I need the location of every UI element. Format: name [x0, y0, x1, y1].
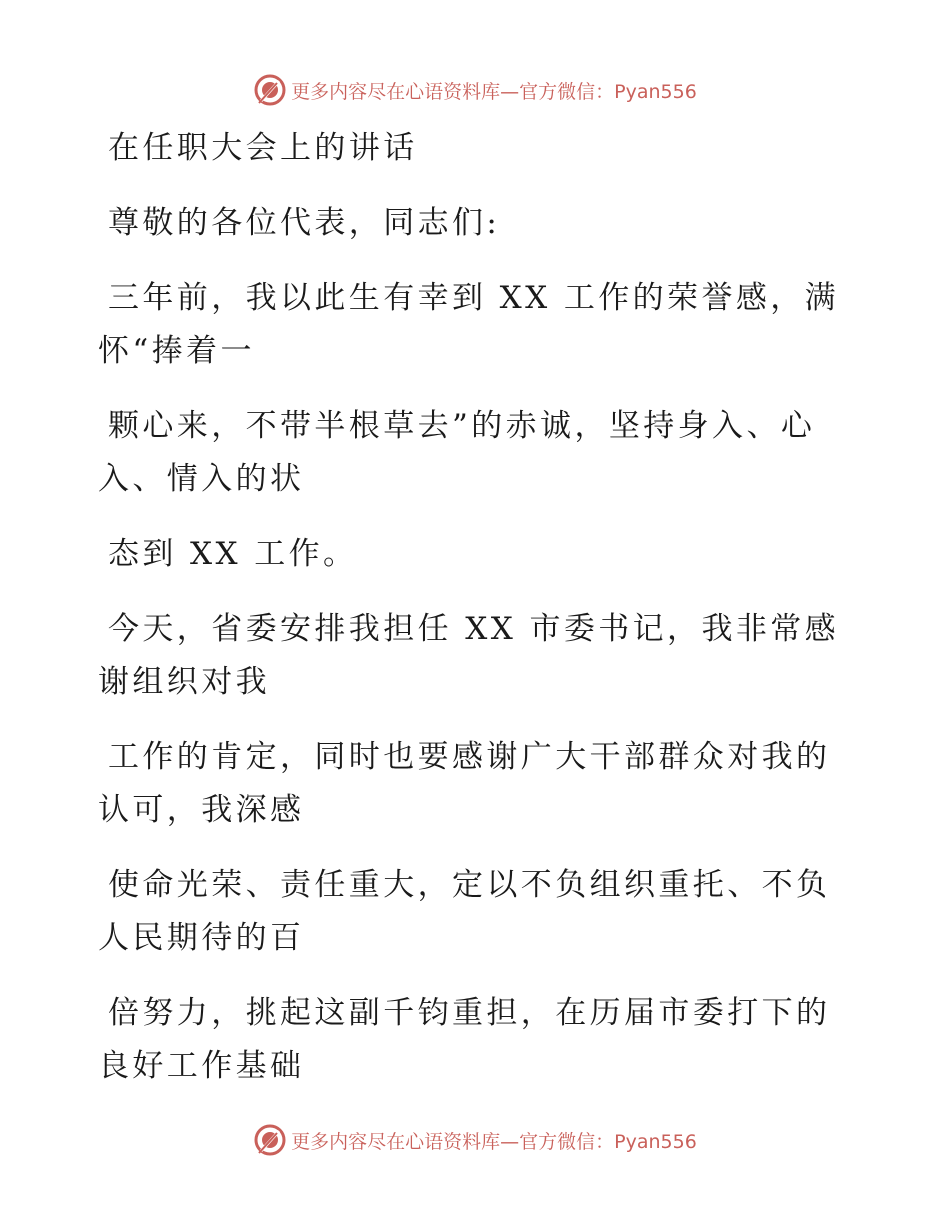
- paragraph-line: 良好工作基础: [98, 1048, 305, 1084]
- paragraph-6: [98, 859, 858, 965]
- paragraph-line: 使命光荣、责任重大，定以不负组织重托、不负: [108, 867, 831, 903]
- paragraph-5: [98, 731, 858, 837]
- paragraph-line: 认可，我深感: [98, 792, 305, 828]
- paragraph-3: [98, 528, 858, 581]
- paragraph-line: 倍努力，挑起这副千钧重担，在历届市委打下的: [108, 995, 831, 1031]
- paragraph-line: 怀“捧着一: [98, 333, 255, 369]
- paragraph-1: [98, 272, 858, 378]
- document-salutation: 尊敬的各位代表，同志们:: [108, 205, 501, 241]
- footer-banner-text: 更多内容尽在心语资料库—官方微信：Pyan556: [291, 1130, 697, 1153]
- paragraph-line: 人民期待的百: [98, 920, 305, 956]
- footer-banner: [0, 1120, 950, 1160]
- document-title: 在任职大会上的讲话: [108, 130, 418, 166]
- paragraph-line: 工作的肯定，同时也要感谢广大干部群众对我的: [108, 739, 831, 775]
- paragraph-line: 今天，省委安排我担任 XX 市委书记，我非常感: [108, 611, 840, 647]
- pen-circle-logo-icon: [253, 1123, 287, 1157]
- paragraph-line: 三年前，我以此生有幸到 XX 工作的荣誉感，满: [108, 280, 840, 316]
- paragraph-line: 入、情入的状: [98, 461, 305, 497]
- paragraph-line: 颗心来，不带半根草去”的赤诚，坚持身入、心: [108, 408, 816, 444]
- header-banner: [0, 70, 950, 110]
- document-body: [98, 122, 858, 1093]
- header-banner-text: 更多内容尽在心语资料库—官方微信：Pyan556: [291, 80, 697, 103]
- paragraph-4: [98, 603, 858, 709]
- paragraph-line: 谢组织对我: [98, 664, 270, 700]
- paragraph-line: 态到 XX 工作。: [108, 536, 358, 572]
- paragraph-7: [98, 987, 858, 1093]
- paragraph-2: [98, 400, 858, 506]
- pen-circle-logo-icon: [253, 73, 287, 107]
